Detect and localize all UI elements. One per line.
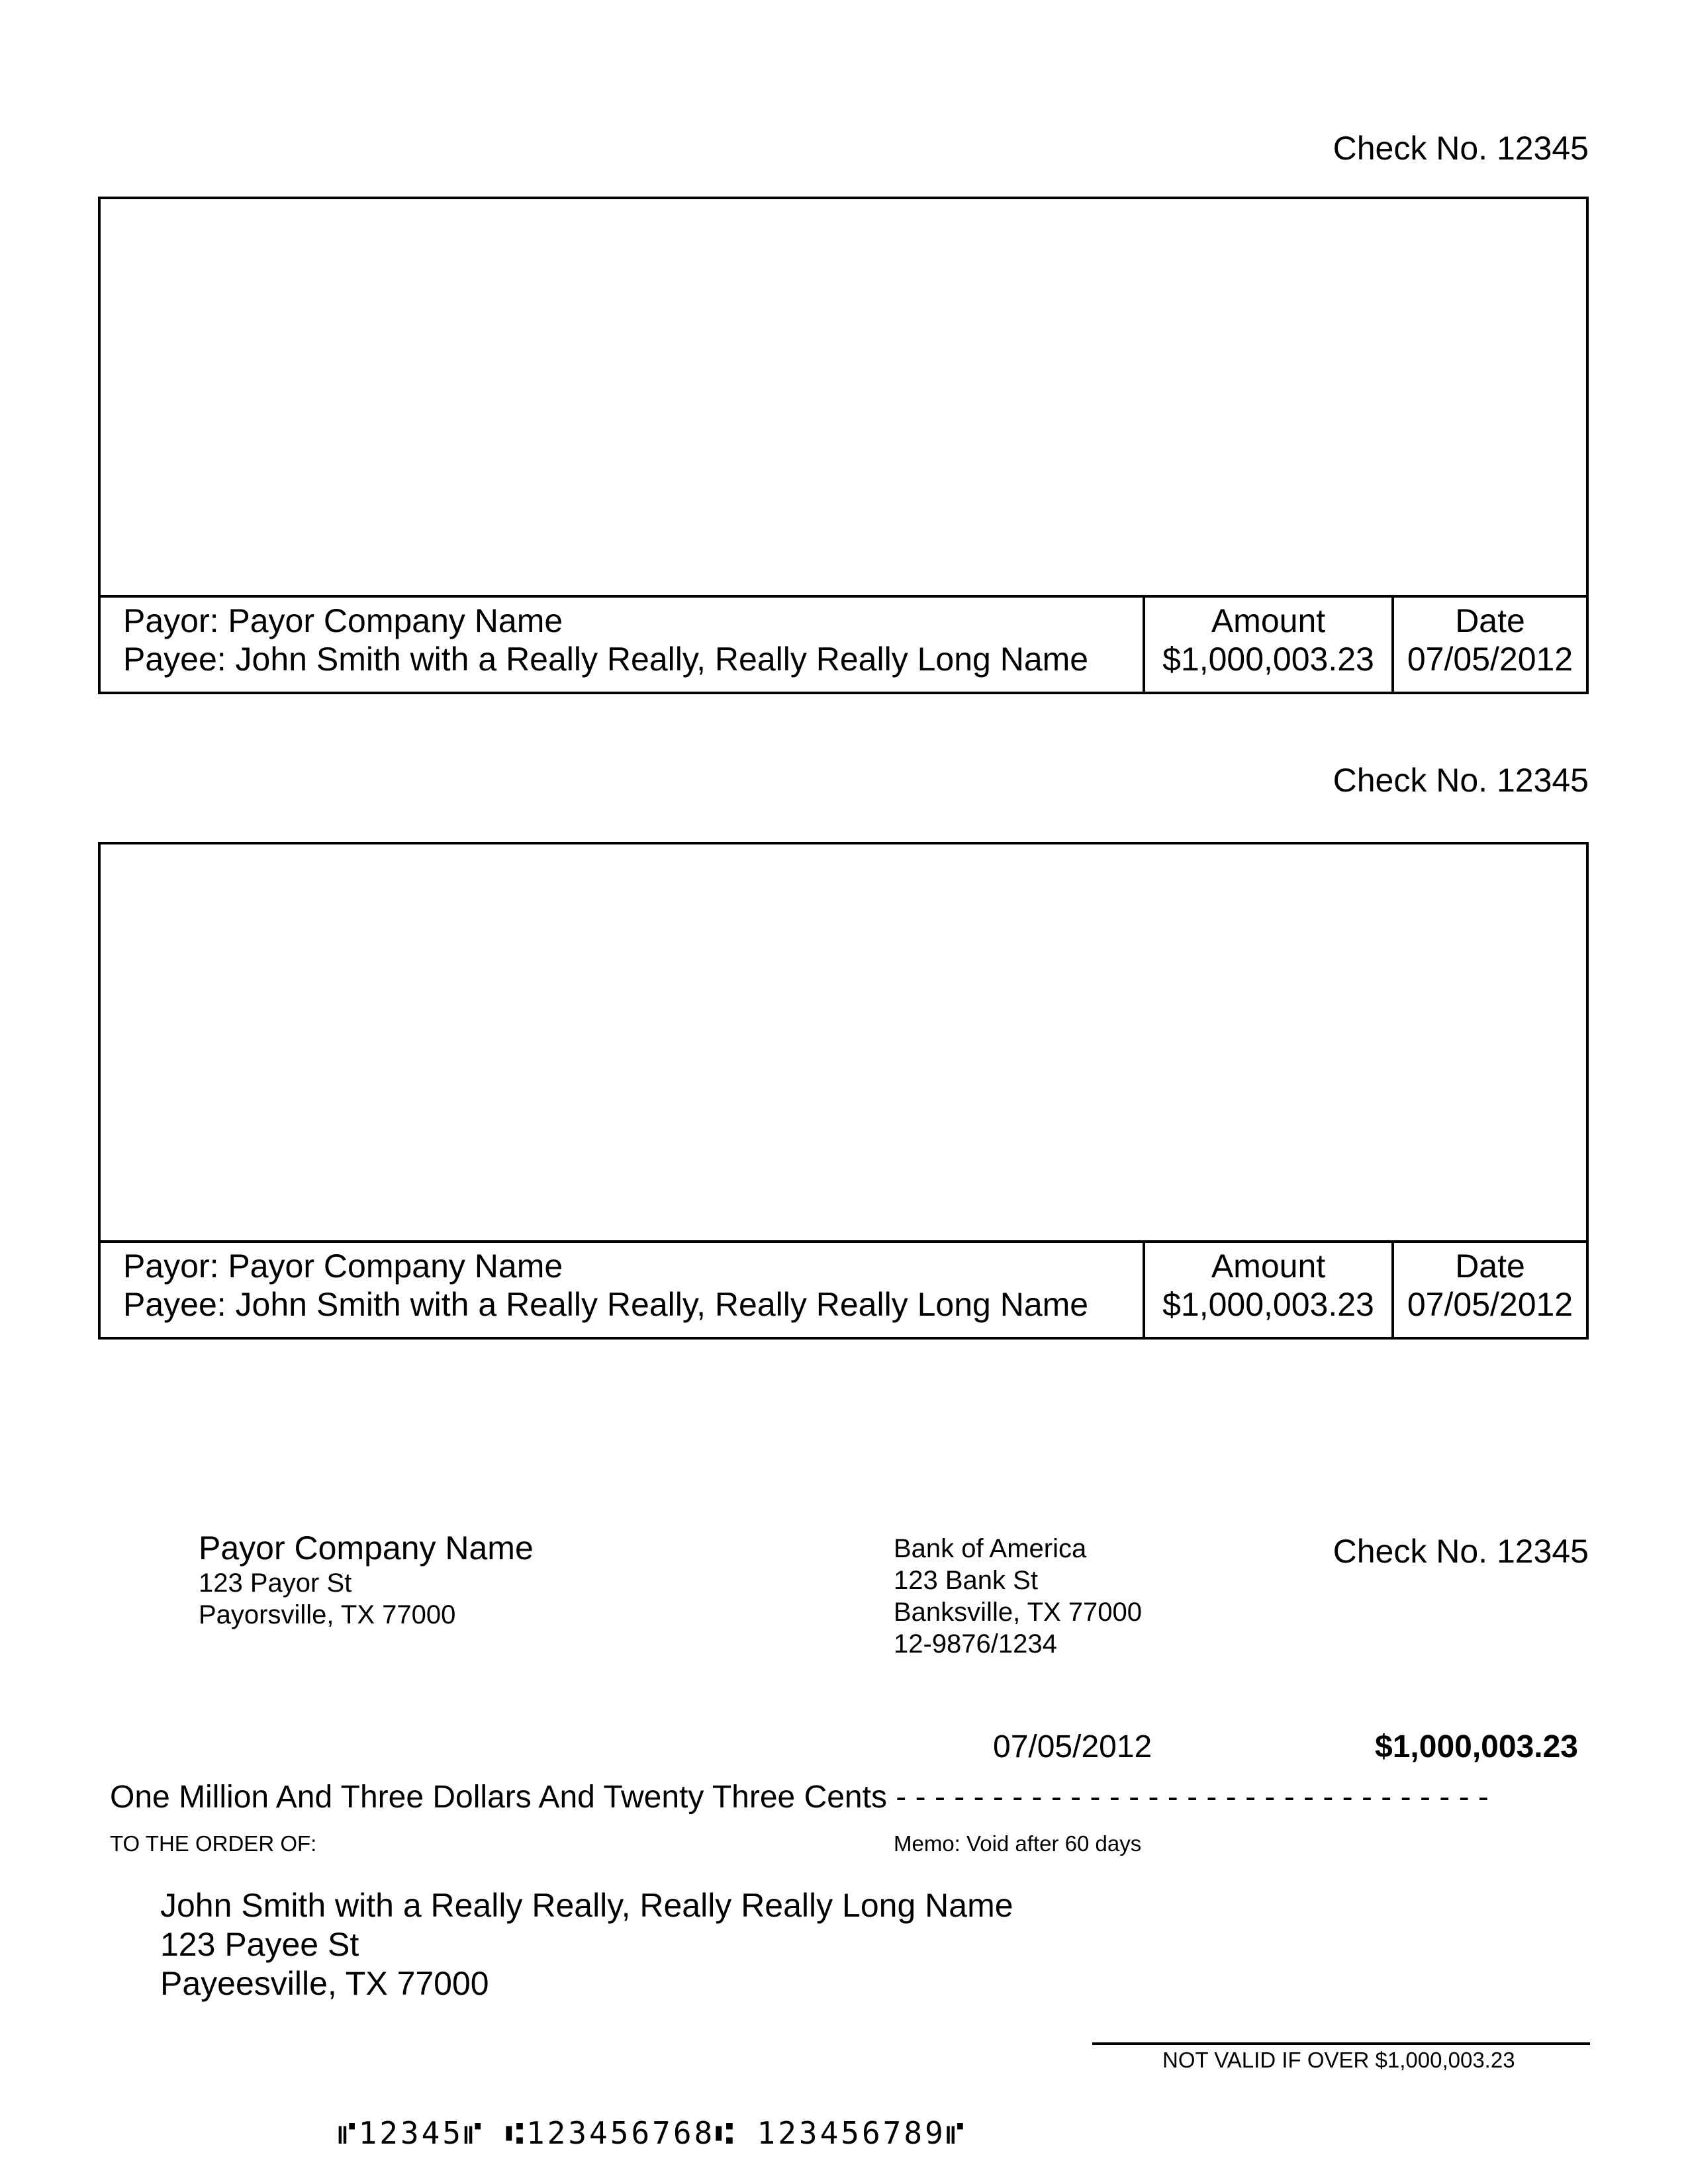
bank-address2: Banksville, TX 77000 [894,1598,1143,1627]
stub1-amount-value: $1,000,003.23 [1162,641,1374,678]
stub1-date-value: 07/05/2012 [1407,641,1573,678]
payor-address2: Payorsville, TX 77000 [199,1600,456,1629]
stub1-parties [123,602,1088,678]
payee-name: John Smith with a Really Really, Really Really Long Name [160,1887,1013,1924]
stub1-date-cell [1391,595,1586,692]
stub1-info-row [101,595,1586,692]
stub2-date-value: 07/05/2012 [1407,1286,1573,1323]
stub1-payor-line: Payor: Payor Company Name [123,602,563,639]
stub1-amount-header: Amount [1211,602,1326,639]
payee-address1: 123 Payee St [160,1926,359,1963]
stub2-payor-line: Payor: Payor Company Name [123,1248,563,1285]
stub2-amount-header: Amount [1211,1248,1326,1285]
check-number: Check No. 12345 [1333,1533,1589,1570]
amount-in-words: One Million And Three Dollars And Twenty Three Cents - - - - - - - - - - - - - - - - - - - - - - - - - - - - - - - [110,1780,1489,1815]
stub2-blank-area [101,844,1586,1243]
stub2-amount-value: $1,000,003.23 [1162,1286,1374,1323]
order-of-label: TO THE ORDER OF: [110,1831,317,1856]
stub1-check-number: Check No. 12345 [1333,130,1589,167]
payee-block [160,1886,1013,2003]
stub2-payee-line: Payee: John Smith with a Really Really, Really Really Long Name [123,1286,1089,1323]
check-date: 07/05/2012 [993,1729,1152,1764]
not-valid-notice: NOT VALID IF OVER $1,000,003.23 [1162,2048,1515,2072]
bank-block [894,1533,1142,1660]
stub1-date-header: Date [1455,602,1525,639]
bank-fraction: 12-9876/1234 [894,1629,1057,1659]
bank-address1: 123 Bank St [894,1566,1038,1595]
payor-block [199,1529,534,1631]
stub2-check-number: Check No. 12345 [1333,762,1589,799]
stub2-info-row [101,1240,1586,1337]
payor-name: Payor Company Name [199,1529,534,1567]
stub1-amount-cell [1143,595,1391,692]
memo-text: Memo: Void after 60 days [894,1831,1142,1856]
stub1-blank-area [101,199,1586,598]
signature-line [1092,2042,1590,2045]
check-amount: $1,000,003.23 [1375,1729,1578,1764]
stub2-date-cell [1391,1240,1586,1337]
payor-address1: 123 Payor St [199,1569,352,1598]
stub2-box [98,842,1589,1340]
stub2-date-header: Date [1455,1248,1525,1285]
stub2-parties [123,1247,1088,1324]
stub1-payee-line: Payee: John Smith with a Really Really, Really Really Long Name [123,641,1089,678]
bank-name: Bank of America [894,1534,1087,1563]
stub2-amount-cell [1143,1240,1391,1337]
stub1-box [98,197,1589,694]
micr-line: ⑈12345⑈ ⑆123456768⑆ 123456789⑈ [338,2115,967,2151]
payee-address2: Payeesville, TX 77000 [160,1965,489,2002]
